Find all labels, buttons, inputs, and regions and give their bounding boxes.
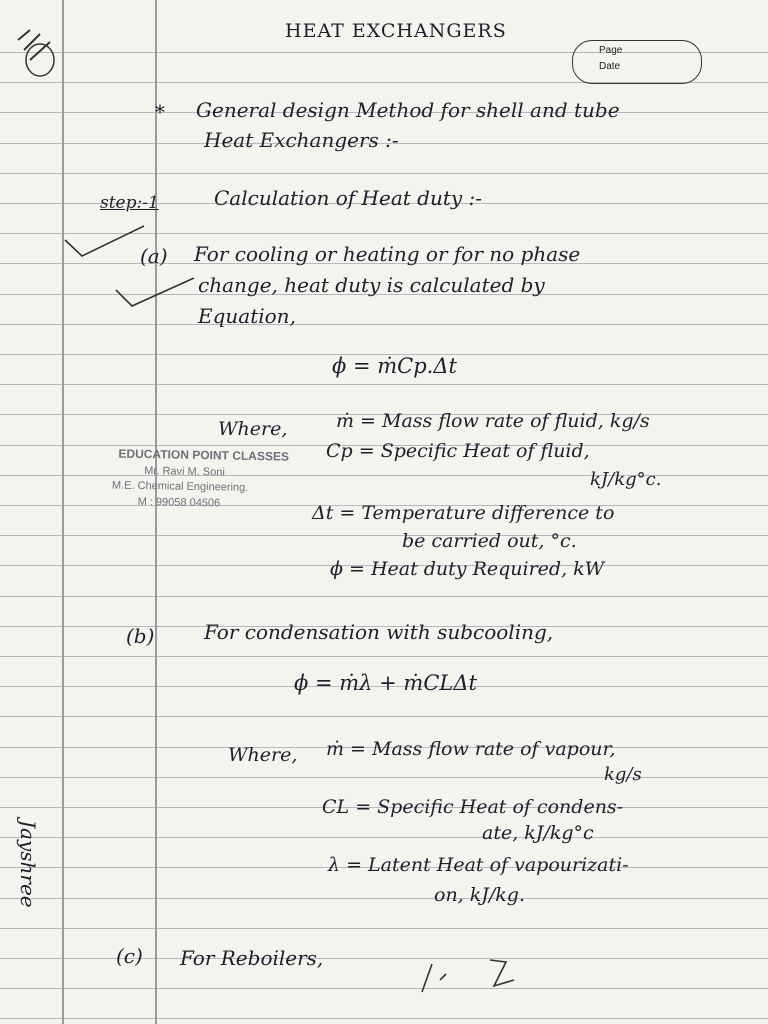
part-a-def: kJ/kg°c. xyxy=(590,469,662,490)
stamp-line-2: Mr. Ravi M. Soni xyxy=(144,465,225,479)
part-c-text: For Reboilers, xyxy=(180,946,324,970)
heading-line-2: Heat Exchangers :- xyxy=(204,128,399,152)
part-b-def: CL = Specific Heat of condens- xyxy=(322,796,624,818)
part-a-def: ϕ = Heat duty Required, kW xyxy=(330,558,605,580)
notebook-line xyxy=(0,324,768,325)
notebook-line xyxy=(0,928,768,929)
notebook-line xyxy=(0,837,768,838)
part-b-where: Where, xyxy=(228,744,298,766)
step-label: step:-1 xyxy=(100,193,159,213)
check-mark-icon xyxy=(60,222,150,262)
part-a-marker: (a) xyxy=(140,244,168,268)
part-b-marker: (b) xyxy=(126,624,155,648)
stamp xyxy=(107,442,288,523)
margin-line-left xyxy=(62,0,64,1024)
part-b-def: ṁ = Mass flow rate of vapour, xyxy=(326,738,616,760)
notebook-line xyxy=(0,656,768,657)
page-title: HEAT EXCHANGERS xyxy=(285,20,507,42)
part-a-def: Cp = Specific Heat of fluid, xyxy=(326,440,590,462)
heading-bullet: * xyxy=(155,100,165,124)
notebook-line xyxy=(0,596,768,597)
notebook-line xyxy=(0,1018,768,1019)
notebook-line xyxy=(0,988,768,989)
part-a-def: be carried out, °c. xyxy=(402,530,577,552)
signature: Jayshree xyxy=(16,820,40,908)
part-a-where: Where, xyxy=(218,418,288,440)
page-date-box xyxy=(572,40,702,84)
notebook-line xyxy=(0,173,768,174)
corner-mark-icon xyxy=(10,20,60,80)
page-label: Page xyxy=(599,45,623,56)
part-a-line-1: For cooling or heating or for no phase xyxy=(194,242,581,266)
part-a-def: Δt = Temperature difference to xyxy=(312,502,615,524)
part-b-equation: ϕ = ṁλ + ṁCLΔt xyxy=(294,671,477,695)
stamp-line-1: EDUCATION POINT CLASSES xyxy=(118,446,290,464)
scribble-icon xyxy=(410,950,540,1000)
heading-line-1: General design Method for shell and tube xyxy=(196,98,620,122)
stamp-line-4: M : 99058 04506 xyxy=(137,495,221,510)
notebook-line xyxy=(0,384,768,385)
part-a-def: ṁ = Mass flow rate of fluid, kg/s xyxy=(336,410,650,432)
check-mark-icon xyxy=(112,276,202,312)
notebook-line xyxy=(0,898,768,899)
date-label: Date xyxy=(599,61,621,72)
part-c-marker: (c) xyxy=(116,944,143,968)
step-text: Calculation of Heat duty :- xyxy=(214,186,483,210)
part-b-def: kg/s xyxy=(604,764,642,785)
part-b-def: λ = Latent Heat of vapourizati- xyxy=(328,854,629,876)
notebook-line xyxy=(0,777,768,778)
part-b-def: ate, kJ/kg°c xyxy=(482,822,594,844)
stamp-line-3: M.E. Chemical Engineering. xyxy=(111,479,249,494)
part-a-line-3: Equation, xyxy=(198,304,296,328)
part-a-equation: ϕ = ṁCp.Δt xyxy=(332,354,457,378)
part-b-def: on, kJ/kg. xyxy=(434,884,526,906)
part-b-text: For condensation with subcooling, xyxy=(204,620,554,644)
notebook-line xyxy=(0,535,768,536)
part-a-line-2: change, heat duty is calculated by xyxy=(198,273,545,297)
notebook-line xyxy=(0,716,768,717)
